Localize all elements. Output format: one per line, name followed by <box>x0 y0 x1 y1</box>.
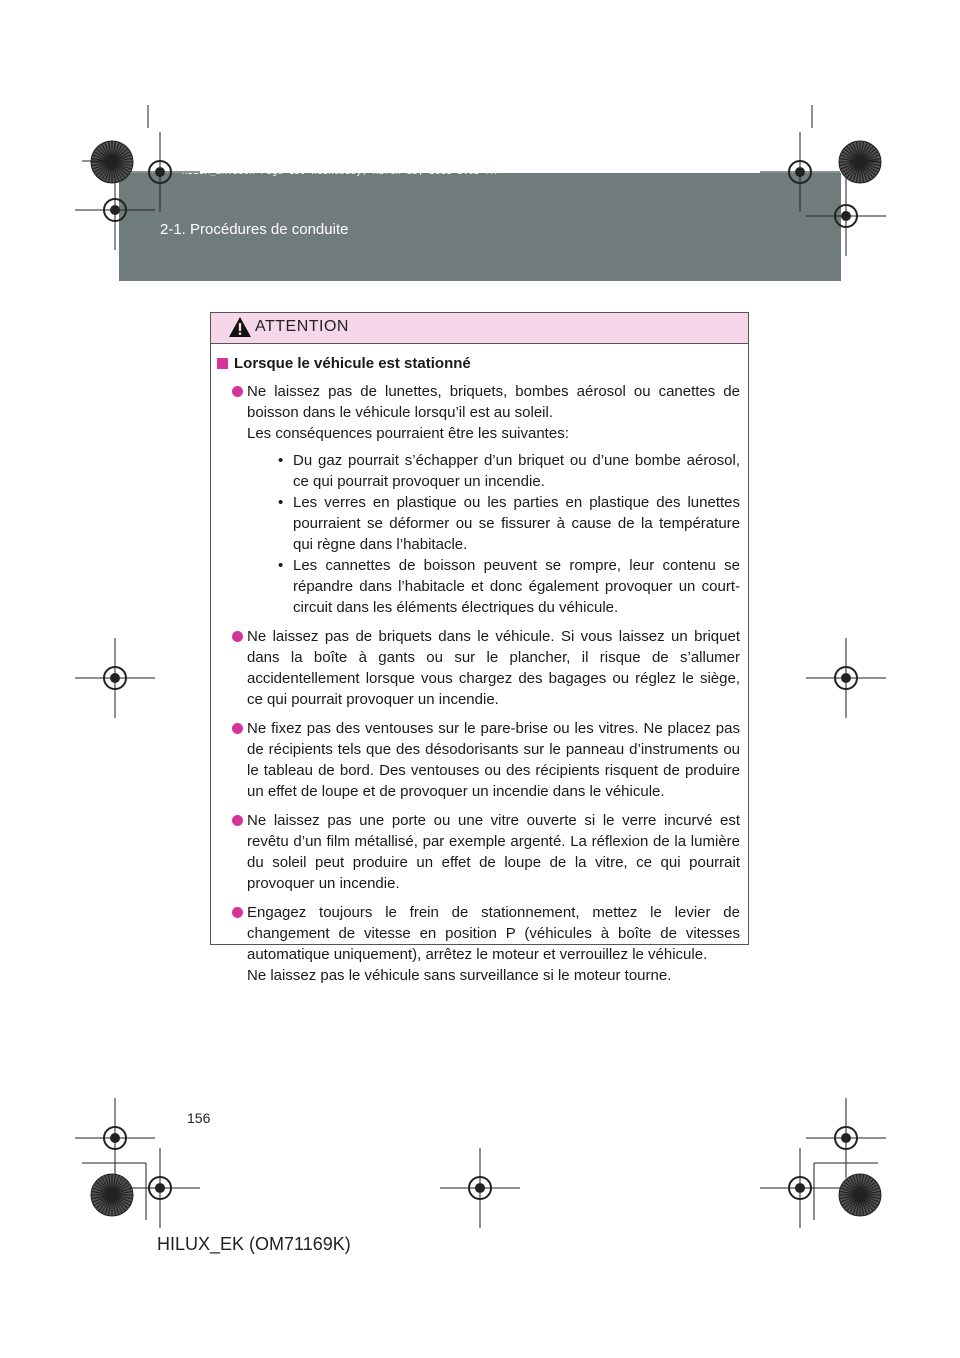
caution-title: ATTENTION <box>255 318 349 335</box>
caution-body <box>211 344 748 986</box>
list-item-text-continued: Ne laissez pas le véhicule sans surveillance si le moteur tourne. <box>247 967 672 984</box>
caution-subheading <box>217 353 740 374</box>
list-item <box>217 626 740 710</box>
subheading-text: Lorsque le véhicule est stationné <box>234 355 471 372</box>
sub-list-item <box>247 450 740 492</box>
circle-bullet-icon <box>232 723 243 734</box>
sub-bullet-icon: • <box>278 452 284 469</box>
sub-bullet-icon: • <box>278 557 284 574</box>
circle-bullet-icon <box>232 815 243 826</box>
list-item <box>217 381 740 618</box>
page-number: 156 <box>187 1110 211 1126</box>
list-item-text: Ne laissez pas de briquets dans le véhicule. Si vous laissez un briquet dans la boîte à gants ou sur le plancher, il risque de s’allumer accidentellement lorsque vous chargez des bagages ou réglez le siège, ce qui pourrait provoquer un incendie. <box>247 628 740 708</box>
sub-list-item-text: Les cannettes de boisson peuvent se rompre, leur contenu se répandre dans l’habitacle et donc également provoquer un court-circuit dans les éléments électriques du véhicule. <box>293 557 740 616</box>
file-stamp: HILUX_EK.book Page 156 Wednesday, March 23, 2011 3:03 PM <box>182 167 497 177</box>
list-item-text: Engagez toujours le frein de stationnement, mettez le levier de changement de vitesse en position P (véhicules à boîte de vitesses automatique uniquement), arrêtez le moteur et verrouillez le véhicule. <box>247 904 740 963</box>
warning-triangle-icon <box>228 316 252 338</box>
circle-bullet-icon <box>232 631 243 642</box>
square-bullet-icon <box>217 358 228 369</box>
sub-bullet-icon: • <box>278 494 284 511</box>
sub-list-item-text: Les verres en plastique ou les parties en plastique des lunettes pourraient se déformer ou se fissurer à cause de la température qui règne dans l’habitacle. <box>293 494 740 553</box>
list-item-text-continued: Les conséquences pourraient être les suivantes: <box>247 425 569 442</box>
sub-list-item <box>247 555 740 618</box>
circle-bullet-icon <box>232 386 243 397</box>
section-title: 2-1. Procédures de conduite <box>160 221 349 238</box>
circle-bullet-icon <box>232 907 243 918</box>
caution-box <box>210 312 749 984</box>
footer-document-code: HILUX_EK (OM71169K) <box>157 1234 351 1254</box>
list-item-text: Ne laissez pas de lunettes, briquets, bombes aérosol ou canettes de boisson dans le véhicule lorsqu’il est au soleil. <box>247 383 740 421</box>
caution-header <box>211 313 748 344</box>
sub-list-item <box>247 492 740 555</box>
list-item-text: Ne laissez pas une porte ou une vitre ouverte si le verre incurvé est revêtu d’un film métallisé, par exemple argenté. La réflexion de la lumière du soleil peut produire un effet de loupe de la vitre, ce qui pourrait provoquer un incendie. <box>247 812 740 892</box>
list-item <box>217 718 740 802</box>
list-item-text: Ne fixez pas des ventouses sur le pare-brise ou les vitres. Ne placez pas de récipients tels que des désodorisants sur le panneau d’instruments ou le tableau de bord. Des ventouses ou des récipients risquent de produire un effet de loupe et de provoquer un incendie dans le véhicule. <box>247 720 740 800</box>
list-item <box>217 810 740 894</box>
sub-list-item-text: Du gaz pourrait s’échapper d’un briquet ou d’une bombe aérosol, ce qui pourrait provoquer un incendie. <box>293 452 740 490</box>
list-item <box>217 902 740 986</box>
